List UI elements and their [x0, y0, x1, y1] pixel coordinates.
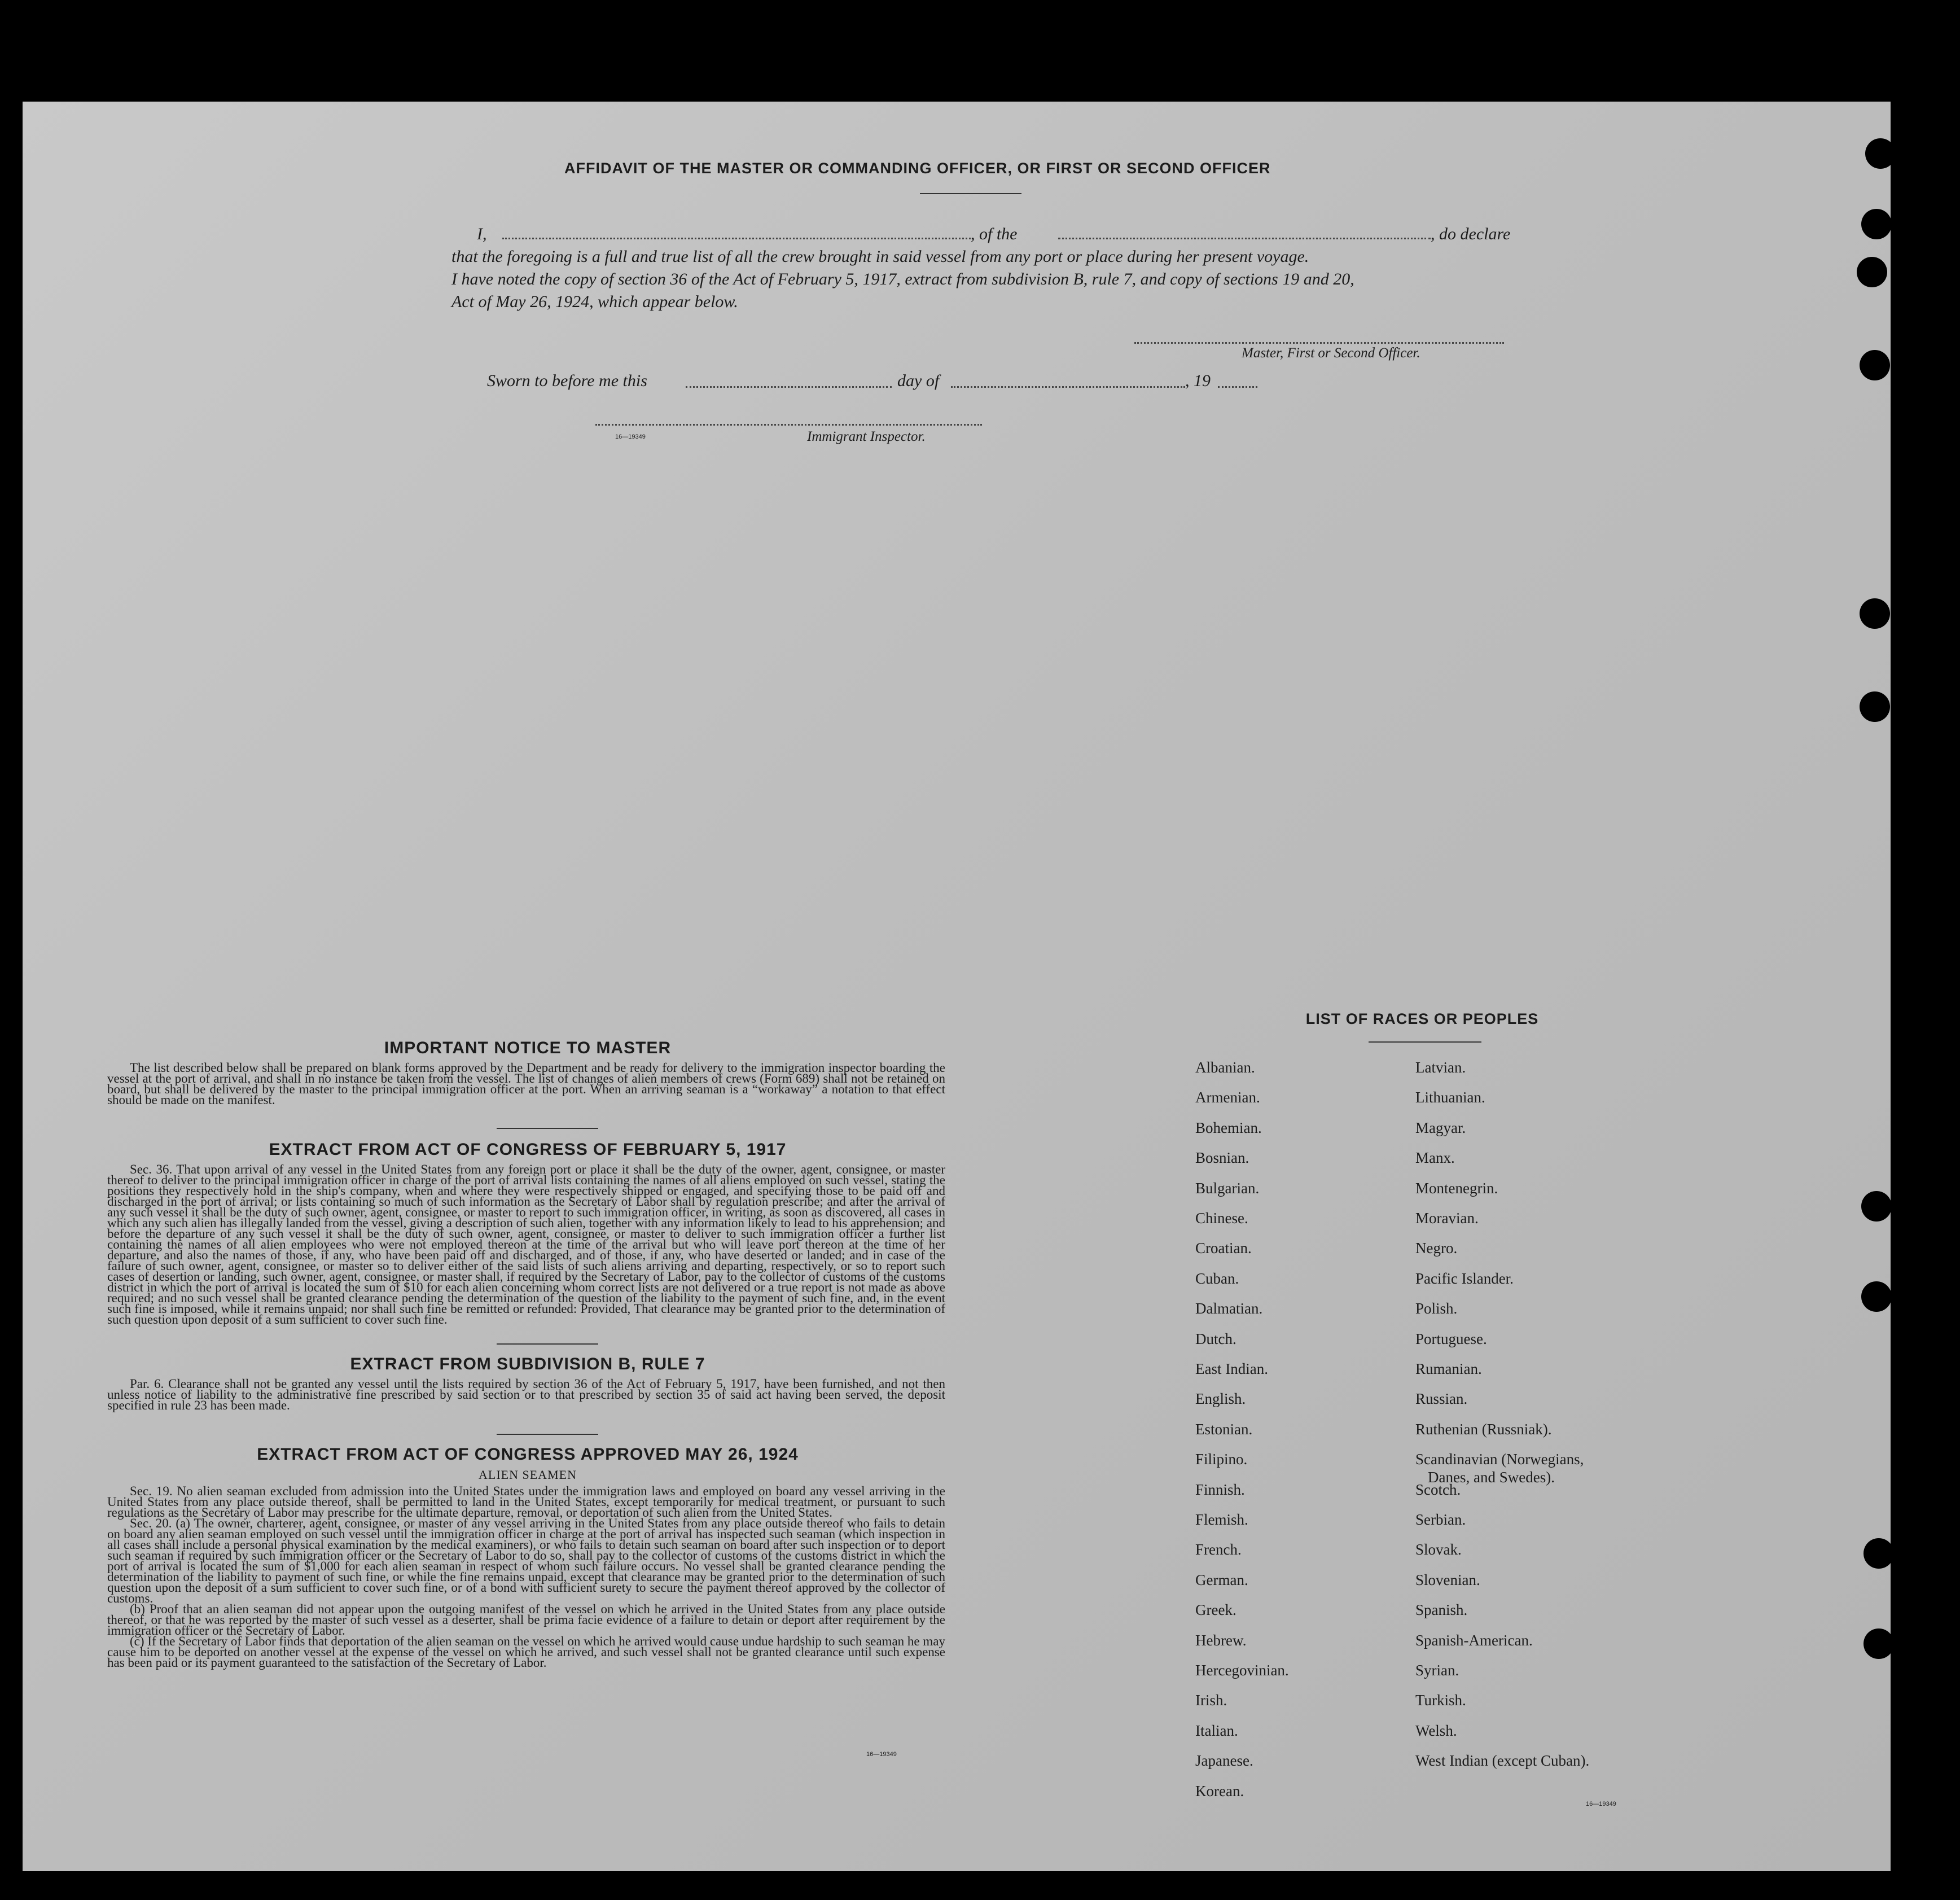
race-item: Magyar. — [1415, 1119, 1466, 1136]
affidavit-line4: Act of May 26, 1924, which appear below. — [451, 292, 738, 311]
title-divider — [920, 193, 1021, 194]
affidavit-line2: that the foregoing is a full and true list of all the crew brought in said vessel from any port or place during her present voyage. — [451, 247, 1309, 266]
punch-hole — [1863, 1628, 1894, 1659]
of-the-label: , of the — [971, 225, 1018, 243]
race-item: Scotch. — [1415, 1481, 1461, 1498]
sworn-line — [487, 371, 1277, 394]
form-number: 16—19349 — [1586, 1801, 1616, 1807]
race-item: Turkish. — [1415, 1692, 1466, 1709]
form-sheet — [23, 102, 1891, 1871]
section-divider — [497, 1343, 598, 1345]
alien-seamen-subtitle: ALIEN SEAMEN — [479, 1468, 577, 1482]
punch-hole — [1857, 257, 1887, 287]
sec20b-text: (b) Proof that an alien seaman did not appear upon the outgoing manifest of the vessel on which he arrived in the United States from any place outside thereof, or that he was reported by the master of such vessel as a deserter, shall be prima facie evidence of a failure to detain or deport after requirement by the immigration officer or the Secretary of Labor. — [107, 1602, 945, 1638]
race-item: Manx. — [1415, 1149, 1455, 1167]
punch-hole — [1861, 1191, 1892, 1222]
race-item: Japanese. — [1195, 1752, 1253, 1770]
punch-hole — [1860, 350, 1890, 380]
sworn-year: , 19 — [1185, 371, 1211, 390]
race-item: Slovak. — [1415, 1541, 1462, 1558]
race-item: Bosnian. — [1195, 1149, 1249, 1167]
race-item: Flemish. — [1195, 1511, 1248, 1528]
race-item: Dalmatian. — [1195, 1300, 1263, 1317]
punch-hole — [1861, 1281, 1892, 1312]
sworn-year-blank[interactable] — [1218, 386, 1257, 388]
vessel-blank[interactable] — [1058, 237, 1431, 239]
race-item: Welsh. — [1415, 1722, 1457, 1739]
affidavit-title: AFFIDAVIT OF THE MASTER OR COMMANDING OFFICER, OR FIRST OR SECOND OFFICER — [564, 160, 1271, 177]
race-item: Montenegrin. — [1415, 1179, 1498, 1197]
sworn-day-blank[interactable] — [686, 386, 892, 388]
race-item: Hercegovinian. — [1195, 1662, 1289, 1679]
sworn-month-blank[interactable] — [951, 386, 1185, 388]
race-item: Armenian. — [1195, 1089, 1260, 1106]
inspector-signature-blank[interactable] — [595, 423, 982, 426]
race-item: Bohemian. — [1195, 1119, 1262, 1136]
rule7-title: EXTRACT FROM SUBDIVISION B, RULE 7 — [350, 1355, 705, 1373]
sec19-text: Sec. 19. No alien seaman excluded from admission into the United States under the immigration laws and employed on board any vessel arriving in the United States from any place outside thereof, shall be permitted to land in the United States, except temporarily for medical treatment, or pursuant to such regulations as the Secretary of Labor may prescribe for the ultimate departure, removal, or deportation of such alien from the United States. — [107, 1484, 945, 1520]
race-item: Syrian. — [1415, 1662, 1459, 1679]
race-item: Hebrew. — [1195, 1631, 1247, 1649]
race-item: East Indian. — [1195, 1360, 1268, 1377]
race-item: Polish. — [1415, 1300, 1458, 1317]
races-divider — [1369, 1041, 1481, 1043]
race-item: Danes, and Swedes). — [1428, 1469, 1555, 1486]
affidavit-body — [451, 223, 1535, 313]
race-item: Slovenian. — [1415, 1571, 1480, 1588]
race-item: Estonian. — [1195, 1420, 1253, 1438]
signature-label: Master, First or Second Officer. — [1242, 345, 1420, 361]
race-item: Lithuanian. — [1415, 1089, 1485, 1106]
inspector-label: Immigrant Inspector. — [807, 429, 926, 444]
par6-text: Par. 6. Clearance shall not be granted any vessel until the lists required by section 36 of the Act of February 5, 1917, have been furnished, and not then unless notice of liability to the administrative fine prescribed by said section or to that prescribed by section 35 of said act having been served, the deposit specified in rule 23 has been made. — [107, 1377, 945, 1412]
race-item: Portuguese. — [1415, 1330, 1487, 1347]
race-item: West Indian (except Cuban). — [1415, 1752, 1590, 1770]
extract-1924-body — [107, 1486, 945, 1668]
race-item: Scandinavian (Norwegians, — [1415, 1451, 1584, 1468]
extract-1924-title: EXTRACT FROM ACT OF CONGRESS APPROVED MAY 26, 1924 — [257, 1445, 799, 1464]
race-item: Rumanian. — [1415, 1360, 1482, 1377]
extract-1917-body — [107, 1164, 945, 1325]
section-divider — [497, 1434, 598, 1435]
race-item: Irish. — [1195, 1692, 1227, 1709]
race-item: Croatian. — [1195, 1240, 1252, 1257]
race-item: Serbian. — [1415, 1511, 1466, 1528]
notice-title: IMPORTANT NOTICE TO MASTER — [384, 1039, 672, 1057]
race-item: Latvian. — [1415, 1059, 1466, 1076]
i-label: I, — [477, 225, 487, 243]
signature-blank[interactable] — [1134, 342, 1504, 344]
sworn-prefix: Sworn to before me this — [487, 371, 647, 390]
race-item: Cuban. — [1195, 1269, 1239, 1287]
race-item: German. — [1195, 1571, 1248, 1588]
race-item: Albanian. — [1195, 1059, 1255, 1076]
punch-hole — [1863, 1538, 1894, 1569]
race-item: Korean. — [1195, 1782, 1244, 1800]
race-item: Italian. — [1195, 1722, 1238, 1739]
name-blank[interactable] — [502, 237, 971, 239]
race-item: Ruthenian (Russniak). — [1415, 1420, 1552, 1438]
notice-body — [107, 1062, 945, 1105]
race-item: Spanish-American. — [1415, 1631, 1533, 1649]
affidavit-line3: I have noted the copy of section 36 of the Act of February 5, 1917, extract from subdivision B, rule 7, and copy of sections 19 and 20, — [451, 270, 1354, 288]
race-item: French. — [1195, 1541, 1242, 1558]
form-number: 16—19349 — [615, 434, 646, 440]
rule7-body — [107, 1378, 945, 1411]
race-item: Bulgarian. — [1195, 1179, 1260, 1197]
declare-label: , do declare — [1431, 225, 1511, 243]
race-item: Negro. — [1415, 1240, 1458, 1257]
form-number: 16—19349 — [866, 1751, 897, 1758]
race-item: Dutch. — [1195, 1330, 1236, 1347]
race-item: Spanish. — [1415, 1601, 1468, 1619]
notice-text: The list described below shall be prepared on blank forms approved by the Department and be ready for delivery to the immigration inspector boarding the vessel at the port of arrival, and shall in no instance be taken from the vessel. The list of changes of alien members of crews (Form 689) shall not be retained on board, but shall be delivered by the master to the principal immigration officer at the port. When an arriving seaman is a “workaway” a notation to that effect should be made on the manifest. — [107, 1061, 945, 1107]
extract-1917-title: EXTRACT FROM ACT OF CONGRESS OF FEBRUARY 5, 1917 — [269, 1140, 787, 1159]
affidavit-line1 — [451, 223, 1535, 246]
sec20a-text: Sec. 20. (a) The owner, charterer, agent, consignee, or master of any vessel arriving in the United States from any place outside thereof who fails to detain on board any alien seaman employed on such vessel until the immigration officer in charge at the port of arrival has inspected such seaman (which inspection in all cases shall include a personal physical examination by the medical examiners), or who fails to detain such seaman on board after such inspection or to deport such seaman if required by such immigration officer or the Secretary of Labor to do so, shall pay to the collector of customs of the customs district in which the port of arrival is located the sum of $1,000 for each alien seaman in respect of whom such failure occurs. No vessel shall be granted clearance pending the determination of the liability to payment of such fine, or while the fine remains unpaid, except that clearance may be granted prior to the determination of such question upon the deposit of a sum sufficient to cover such fine, or of a bond with sufficient surety to secure the payment thereof approved by the collector of customs. — [107, 1516, 945, 1605]
sec20c-text: (c) If the Secretary of Labor finds that deportation of the alien seaman on the vessel on which he arrived would cause undue hardship to such seaman he may cause him to be deported on another vessel at the expense of the vessel on which he arrived, and such vessel shall not be granted clearance until such expense has been paid or its payment guaranteed to the satisfaction of the Secretary of Labor. — [107, 1634, 945, 1670]
punch-hole — [1861, 209, 1892, 239]
race-item: Moravian. — [1415, 1210, 1479, 1227]
punch-hole — [1860, 598, 1890, 629]
sec36-text: Sec. 36. That upon arrival of any vessel in the United States from any foreign port or place it shall be the duty of the owner, agent, consignee, or master thereof to deliver to the principal immigration officer in charge of the port of arrival lists containing the names of all aliens employed on such vessel, stating the positions they respectively hold in the ship's company, when and where they were respectively shipped or engaged, and specifying those to be paid off and discharged in the port of arrival; or lists containing so much of such information as the Secretary of Labor shall by regulation prescribe; and after the arrival of any such vessel it shall be the duty of such owner, agent, consignee, or master to report to such immigration officer, in writing, as soon as discovered, all cases in which any such alien has illegally landed from the vessel, giving a description of such alien, together with any information likely to lead to his apprehension; and before the departure of any such vessel it shall be the duty of such owner, agent, consignee, or master to deliver to such immigration officer a further list containing the names of all alien employees who were not employed thereon at the time of the arrival but who will leave port thereon at the time of her departure, and also the names of those, if any, who have been paid off and discharged, and of those, if any, who have deserted or landed; and in case of the failure of such owner, agent, consignee, or master so to deliver either of the said lists of such aliens arriving and departing, respectively, or so to report such cases of desertion or landing, such owner, agent, consignee, or master shall, if required by the Secretary of Labor, pay to the collector of customs of the customs district in which the port of arrival is located the sum of $10 for each alien concerning whom correct lists are not delivered or a true report is not made as above required; and no such vessel shall be granted clearance pending the determination of the question of the liability to the payment of such fine, and, in the event such fine is imposed, while it remains unpaid; nor shall such fine be remitted or refunded: Provided, That clearance may be granted prior to the determination of such question upon deposit of a sum sufficient to cover such fine. — [107, 1162, 945, 1327]
punch-hole — [1860, 691, 1890, 722]
race-item: Pacific Islander. — [1415, 1269, 1514, 1287]
race-item: Chinese. — [1195, 1210, 1248, 1227]
race-item: Russian. — [1415, 1390, 1468, 1408]
sworn-day-of: day of — [897, 371, 940, 390]
race-item: Greek. — [1195, 1601, 1236, 1619]
race-item: Finnish. — [1195, 1481, 1245, 1498]
races-title: LIST OF RACES OR PEOPLES — [1305, 1010, 1539, 1027]
punch-hole — [1865, 138, 1896, 169]
race-item: Filipino. — [1195, 1451, 1248, 1468]
section-divider — [497, 1128, 598, 1129]
race-item: English. — [1195, 1390, 1246, 1408]
